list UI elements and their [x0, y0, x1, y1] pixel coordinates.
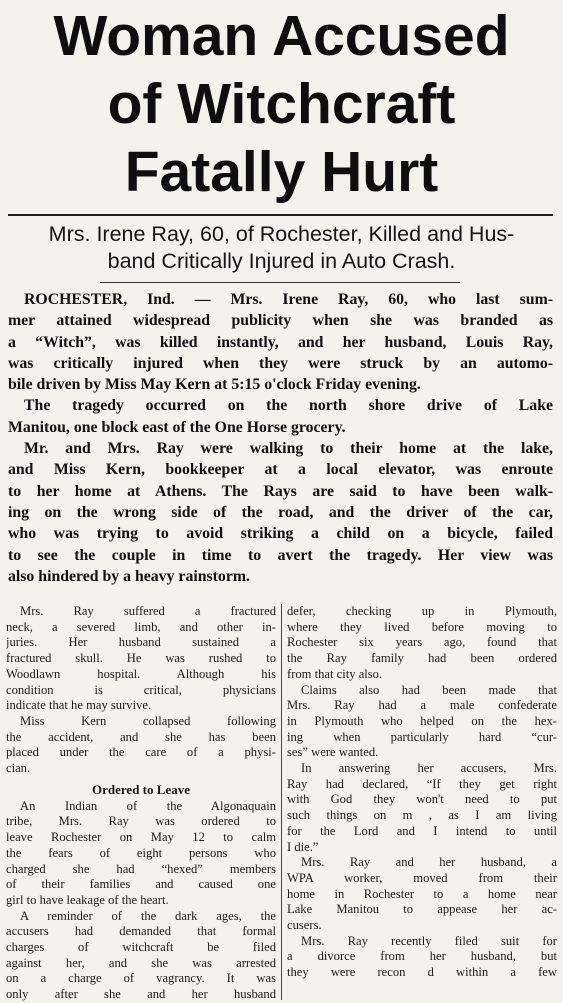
- headline: [0, 0, 563, 212]
- column-line: ing when particularly hard “cur-: [287, 729, 557, 744]
- column-line: Miss Kern collapsed following: [20, 713, 276, 728]
- column-line: Mrs. Ray and her husband, a: [301, 855, 557, 870]
- column-line: defer, checking up in Plymouth,: [287, 604, 557, 618]
- column-line: accusers had demanded that formal: [6, 924, 276, 939]
- lead-paragraphs: [8, 289, 553, 587]
- column-line: In answering her accusers, Mrs.: [301, 761, 557, 776]
- column-line: cian.: [6, 761, 31, 776]
- column-line: A reminder of the dark ages, the: [20, 908, 276, 923]
- lead-line: ing on the wrong side of the road, and the driver of the car,: [8, 503, 553, 521]
- column-line: of their families and caused one: [6, 877, 276, 892]
- column-line: charges of witchcraft be filed: [6, 940, 276, 955]
- column-line: with God they won't need to put: [287, 792, 557, 807]
- column-line: girl to have leakage of the heart.: [6, 892, 169, 907]
- lead-line: and Miss Kern, bookkeeper at a local elevator, was enroute: [8, 461, 553, 479]
- column-line: in Plymouth who helped on the hex-: [287, 713, 557, 728]
- column-line: I die.”: [287, 839, 319, 854]
- column-line: An Indian of the Algonaquain: [20, 798, 276, 813]
- column-line: indicate that he may survive.: [6, 698, 152, 713]
- column-line: the fears of eight persons who: [6, 845, 276, 860]
- column-line: Mrs. Ray had a male confederate: [287, 698, 557, 713]
- lead-line: bile driven by Miss May Kern at 5:15 o'clock Friday evening.: [8, 376, 421, 394]
- column-line: Claims also had been made that: [301, 682, 557, 697]
- lead-line: ROCHESTER, Ind. — Mrs. Irene Ray, 60, who last sum-: [24, 291, 553, 308]
- lead-line: mer attained widespread publicity when she was branded as: [8, 312, 553, 330]
- headline-line-2: of Witchcraft: [107, 72, 456, 136]
- column-line: from that city also.: [287, 666, 383, 681]
- column-line: Rochester six years ago, found that: [287, 635, 557, 650]
- column-line: tribe, Mrs. Ray was ordered to: [6, 814, 276, 829]
- column-line: juries. Her husband sustained a: [6, 635, 276, 650]
- lead-line: was critically injured when they were struck by an automo-: [8, 354, 553, 372]
- column-line: condition is critical, physicians: [6, 682, 276, 697]
- column-line: against her, and she was arrested: [6, 955, 276, 970]
- lead-line: to her home at Athens. The Rays are said to have been walk-: [8, 482, 553, 500]
- section-subheading: Ordered to Leave: [92, 781, 190, 797]
- column-line: charged she had “hexed” members: [6, 861, 276, 876]
- column-line: a divorce from her husband, but: [287, 949, 557, 964]
- column-line: the accident, and she has been: [6, 729, 276, 744]
- column-line: for the Lord and I intend to until: [287, 823, 557, 838]
- column-line: such things on m , as I am living: [287, 808, 557, 823]
- column-line: the Ray family had been ordered: [287, 651, 557, 666]
- column-line: neck, a severed limb, and other in-: [6, 619, 276, 634]
- column-line: Ray had declared, “If they get right: [287, 776, 557, 791]
- column-line: where they lived before moving to: [287, 619, 557, 634]
- left-column: [6, 604, 276, 1003]
- lead-line: a “Witch”, was killed instantly, and her husband, Louis Ray,: [8, 333, 553, 351]
- column-divider: [281, 604, 282, 1000]
- column-line: leave Rochester on May 12 to calm: [6, 830, 276, 845]
- headline-rule: [8, 214, 553, 216]
- subheadline-line-2: band Critically Injured in Auto Crash.: [107, 249, 456, 273]
- column-line: only after she and her husband: [6, 987, 276, 1002]
- column-line: Mrs. Ray suffered a fractured: [20, 604, 276, 618]
- column-line: cusers.: [287, 918, 322, 933]
- lead-line: Mr. and Mrs. Ray were walking to their home at the lake,: [24, 440, 553, 458]
- column-line: they were recon d within a few: [287, 965, 557, 980]
- headline-line-3: Fatally Hurt: [124, 140, 439, 204]
- right-column: [287, 604, 557, 981]
- column-line: on a charge of vagrancy. It was: [6, 971, 276, 986]
- column-line: home in Rochester to a home near: [287, 886, 557, 901]
- lead-line: also hindered by a heavy rainstorm.: [8, 567, 250, 585]
- lead-line: Manitou, one block east of the One Horse grocery.: [8, 418, 346, 436]
- subheadline-rule: [100, 282, 460, 283]
- subheadline: [10, 221, 553, 275]
- column-line: Mrs. Ray recently filed suit for: [301, 933, 557, 948]
- column-line: placed under the care of a physi-: [6, 745, 276, 760]
- headline-line-1: Woman Accused: [53, 4, 510, 68]
- column-line: Lake Manitou to appease her ac-: [287, 902, 557, 917]
- lead-line: who was trying to avoid striking a child on a bicycle, failed: [8, 525, 553, 543]
- column-line: ses” were wanted.: [287, 745, 379, 760]
- lead-line: to see the couple in time to avert the tragedy. Her view was: [8, 546, 553, 564]
- column-line: fractured skull. He was rushed to: [6, 651, 276, 666]
- lead-line: The tragedy occurred on the north shore drive of Lake: [24, 397, 553, 415]
- column-line: WPA worker, moved from their: [287, 870, 557, 885]
- column-line: Woodlawn hospital. Although his: [6, 666, 276, 681]
- subheadline-line-1: Mrs. Irene Ray, 60, of Rochester, Killed and Hus-: [48, 222, 515, 246]
